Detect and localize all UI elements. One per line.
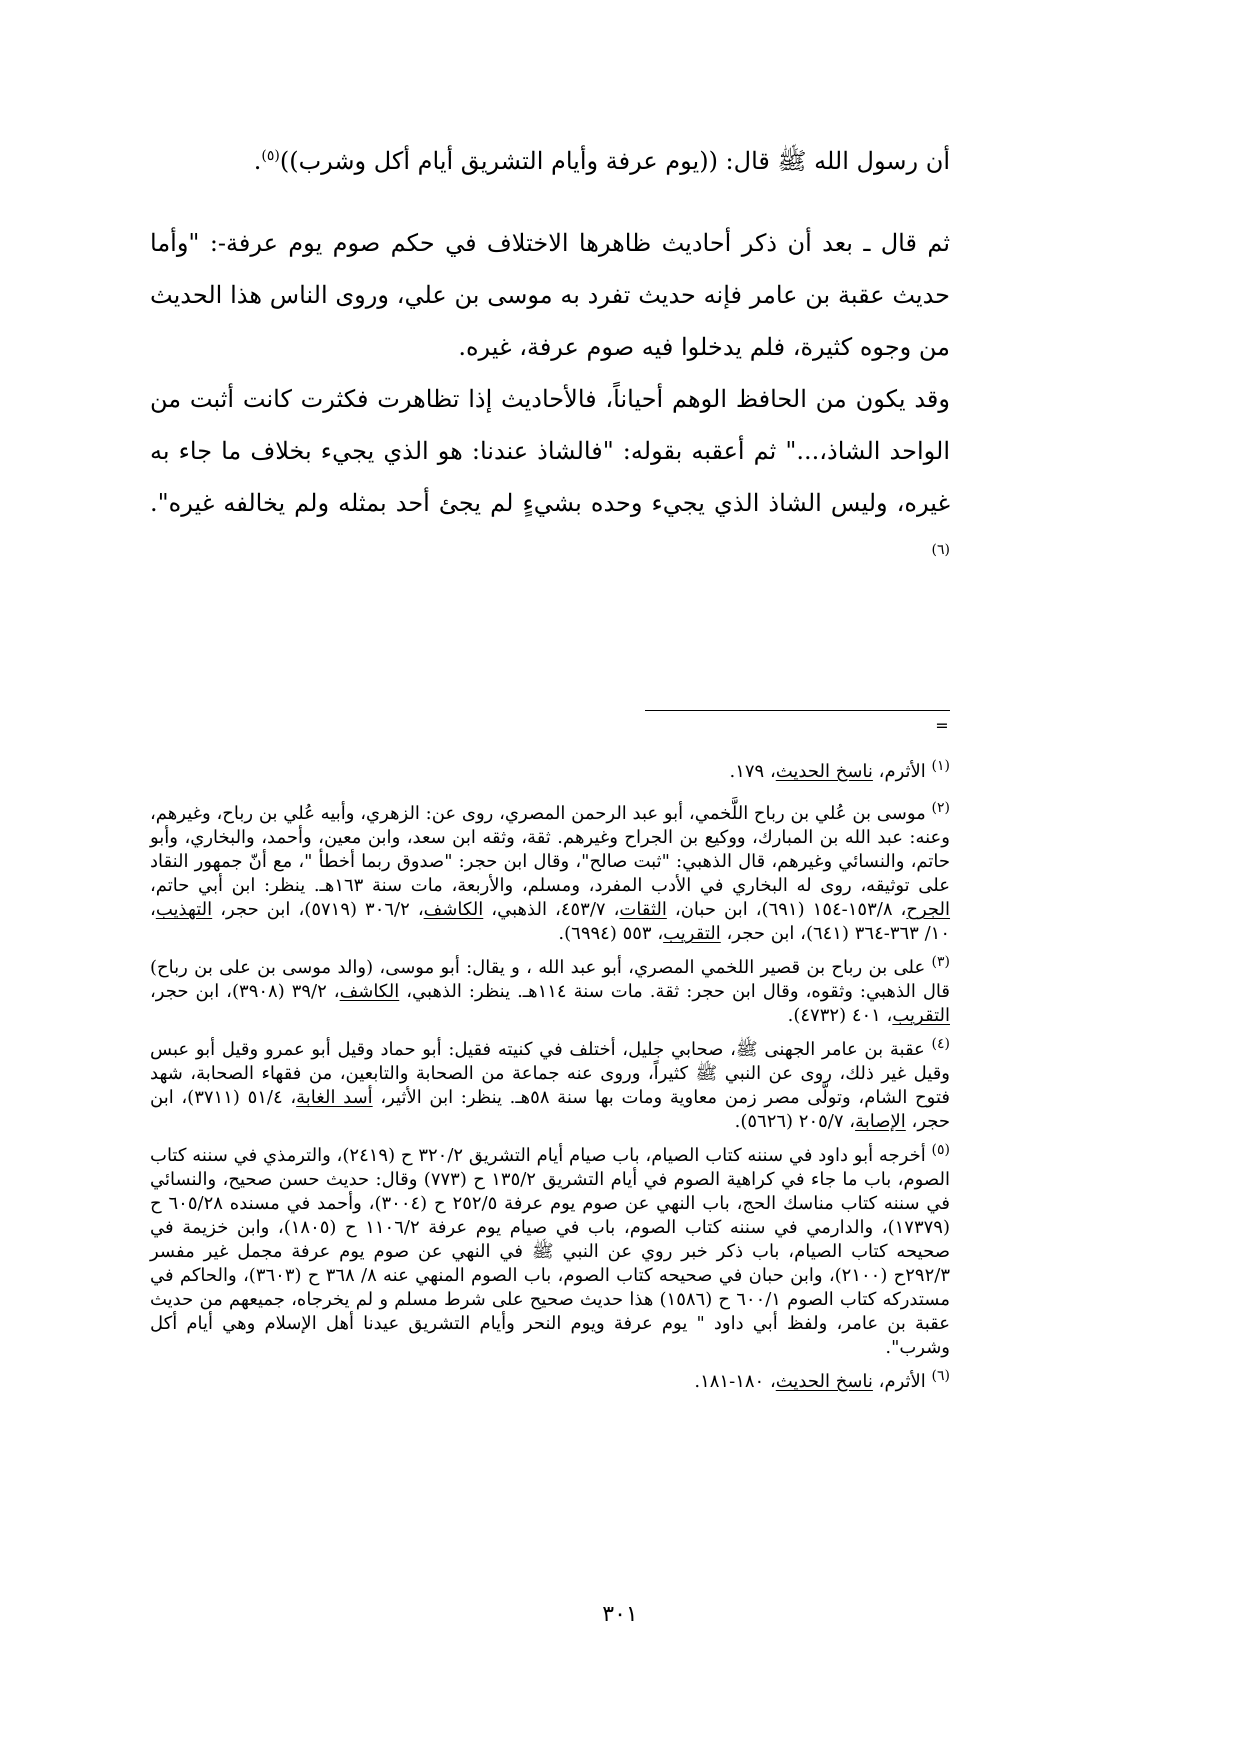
- footnote-ref-6[interactable]: (٦): [931, 542, 950, 558]
- footnote-text: ، ٣٠٦/٢ (٥٧١٩)، ابن حجر،: [212, 899, 424, 920]
- footnote-1: [150, 760, 950, 784]
- footnote-4: [150, 1038, 950, 1134]
- source-title: ناسخ الحديث: [775, 761, 873, 782]
- main-text: [150, 135, 950, 603]
- footnote-text: الأثرم،: [872, 1371, 926, 1392]
- source-title: ناسخ الحديث: [775, 1371, 873, 1392]
- footnote-2: [150, 802, 950, 946]
- footnote-text: موسى بن عُلي بن رباح اللَّخمي، أبو عبد الرحمن المصري، روى عن: الزهري، وأبيه عُلي بن رباح، وغيرهم، وعنه: عبد الله بن المبارك، ووكيع بن الجراح وغيرهم. ثقة، وثقه ابن سعد، وابن معين، وأحمد، والبخاري، وأبو حاتم، والنسائي وغيرهم، قال الذهبي: "ثبت صالح"، وقال ابن حجر: "صدوق ربما أخطأ "، مع أنّ جمهور النقاد على توثيقه، روى له البخاري في الأدب المفرد، ومسلم، والأربعة، مات سنة ١٦٣هـ. ينظر: ابن أبي حاتم،: [150, 803, 951, 896]
- footnote-text: ، ١٠/ ٣٦٣-٣٦٤ (٦٤١)، ابن حجر،: [150, 899, 950, 944]
- footnote-text: ، ٤٥٣/٧، الذهبي،: [483, 899, 620, 920]
- footnotes: [150, 760, 950, 1404]
- footnote-6: [150, 1370, 950, 1394]
- footnote-number: (٦): [931, 1368, 950, 1384]
- footnote-text: ، ١٧٩.: [729, 761, 776, 782]
- source-title: التهذيب: [155, 899, 213, 920]
- footnote-number: (٥): [931, 1142, 950, 1158]
- footnote-text: أخرجه أبو داود في سننه كتاب الصيام، باب صيام أيام التشريق ٣٢٠/٢ ح (٢٤١٩)، والترمذي في سننه كتاب الصوم، باب ما جاء في كراهية الصوم في أيام التشريق ١٣٥/٢ ح (٧٧٣) وقال: حديث حسن صحيح، والنسائي في سننه كتاب مناسك الحج، باب النهي عن صوم يوم عرفة ٢٥٢/٥ ح (٣٠٠٤)، وأحمد في مسنده ٦٠٥/٢٨ ح (١٧٣٧٩)، والدارمي في سننه كتاب الصوم، باب في صيام يوم عرفة ١١٠٦/٢ ح (١٨٠٥)، وابن خزيمة في صحيحه كتاب الصيام، باب ذكر خبر روي عن النبي ﷺ في النهي عن صوم يوم عرفة مجمل غير مفسر ٢٩٢/٣ح (٢١٠٠)، وابن حبان في صحيحه كتاب الصوم، باب الصوم المنهي عنه ٨/ ٣٦٨ ح (٣٦٠٣)، والحاكم في مستدركه كتاب الصوم ٦٠٠/١ ح (١٥٨٦) هذا حديث صحيح على شرط مسلم و لم يخرجاه، جميعهم من حديث عقبة بن عامر، ولفظ أبي داود " يوم عرفة ويوم النحر وأيام التشريق عيدنا أهل الإسلام وهي أيام أكل وشرب".: [150, 1145, 951, 1358]
- paragraph-1: [150, 135, 950, 187]
- footnote-text: ، ٣٩/٢ (٣٩٠٨)، ابن حجر،: [150, 981, 340, 1002]
- separator-mark: =: [935, 716, 949, 735]
- footnote-text: عقبة بن عامر الجهنى ﷺ، صحابي جليل، أختلف في كنيته فقيل: أبو حماد وقيل أبو عمرو وقيل أبو عبس وقيل غير ذلك، روى عن النبي ﷺ كثيراً، وروى عنه جماعة من الصحابة والتابعين، من فقهاء الصحابة، شهد فتوح الشام، وتولّى مصر زمن معاوية ومات بها سنة ٥٨هـ. ينظر: ابن الأثير،: [150, 1039, 950, 1108]
- footnote-3: [150, 956, 950, 1028]
- source-title: الجرح: [906, 899, 951, 920]
- footnote-text: ، ٢٠٥/٧ (٥٦٢٦).: [734, 1111, 856, 1132]
- source-title: التقريب: [892, 1005, 950, 1026]
- page-number: ٣٠١: [602, 1602, 638, 1627]
- footnote-text: ، ١٨٠-١٨١.: [694, 1371, 776, 1392]
- footnote-5: [150, 1144, 950, 1360]
- source-title: أسد الغابة: [296, 1087, 373, 1108]
- paragraph-1-end: .: [253, 147, 262, 175]
- source-title: الكاشف: [423, 899, 484, 920]
- footnote-text: الأثرم،: [872, 761, 926, 782]
- footnote-text: ، ٥٥٣ (٦٩٩٤).: [558, 923, 664, 944]
- footnote-text: على بن رباح بن قصير اللخمي المصري، أبو عبد الله ، و يقال: أبو موسى، (والد موسى بن على بن رباح) قال الذهبي: وثقوه، وقال ابن حجر: ثقة. مات سنة ١١٤هـ. ينظر: الذهبي،: [150, 957, 950, 1002]
- footnote-text: ، ٤٠١ (٤٧٣٢).: [787, 1005, 893, 1026]
- footnote-number: (٤): [931, 1036, 950, 1052]
- paragraph-1-text: أن رسول الله ﷺ قال: ((يوم عرفة وأيام التشريق أيام أكل وشرب)): [279, 147, 950, 175]
- source-title: التقريب: [663, 923, 721, 944]
- footnote-separator-rule: [645, 710, 950, 711]
- paragraph-3-text: وقد يكون من الحافظ الوهم أحياناً، فالأحاديث إذا تظاهرت فكثرت كانت أثبت من الواحد الشاذ،..." ثم أعقبه بقوله: "فالشاذ عندنا: هو الذي يجيء بخلاف ما جاء به غيره، وليس الشاذ الذي يجيء وحده بشيءٍ لم يجئ أحد بمثله ولم يخالفه غيره".: [150, 385, 951, 517]
- paragraph-3: [150, 373, 950, 581]
- footnote-number: (٢): [931, 800, 950, 816]
- footnote-ref-5[interactable]: (٥): [261, 148, 280, 164]
- footnote-number: (١): [931, 758, 950, 774]
- paragraph-2: ثم قال ـ بعد أن ذكر أحاديث ظاهرها الاختلاف في حكم صوم يوم عرفة-: "وأما حديث عقبة بن عامر فإنه حديث تفرد به موسى بن علي، وروى الناس هذا الحديث من وجوه كثيرة، فلم يدخلوا فيه صوم عرفة، غيره.: [150, 229, 950, 361]
- source-title: الإصابة: [855, 1111, 906, 1132]
- source-title: الثقات: [619, 899, 667, 920]
- footnote-number: (٣): [931, 954, 950, 970]
- footnote-text: ، ٥١/٤ (٣٧١١)، ابن حجر،: [150, 1087, 950, 1132]
- source-title: الكاشف: [339, 981, 400, 1002]
- footnote-text: ، ١٥٣/٨-١٥٤ (٦٩١)، ابن حبان،: [666, 899, 907, 920]
